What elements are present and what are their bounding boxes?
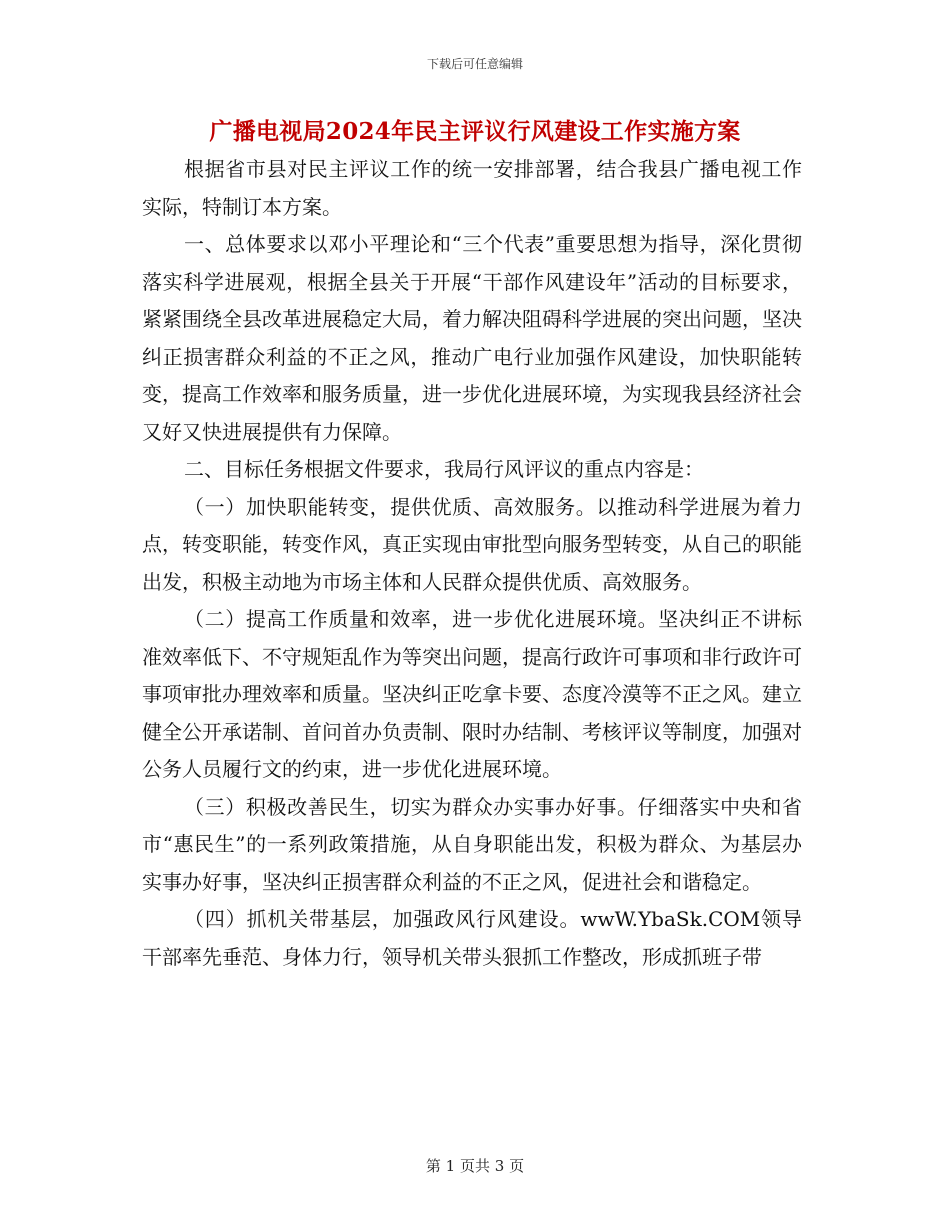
page-footer-indicator: 第 1 页共 3 页 (425, 1157, 525, 1175)
paragraph-targets: 二、目标任务根据文件要求，我局行风评议的重点内容是： (184, 457, 704, 481)
paragraph-general-requirements: 一、总体要求以邓小平理论和“三个代表”重要思想为指导，深化贯彻落实科学进展观，根据全县关于开展“干部作风建设年”活动的目标要求，紧紧围绕全县改革进展稳定大局，着力解决阻碍科学进展的突出问题，坚决纠正损害群众利益的不正之风，推动广电行业加强作风建设，加快职能转变，提高工作效率和服务质量，进一步优化进展环境，为实现我县经济社会又好又快进展提供有力保障。 (142, 232, 802, 444)
paragraph-item-3: （三）积极改善民生，切实为群众办实事办好事。仔细落实中央和省市“惠民生”的一系列政策措施，从自身职能出发，积极为群众、为基层办实事办好事，坚决纠正损害群众利益的不正之风，促进社会和谐稳定。 (142, 794, 802, 894)
page-header-note: 下载后可任意编辑 (426, 57, 523, 71)
paragraph-item-2: （二）提高工作质量和效率，进一步优化进展环境。坚决纠正不讲标准效率低下、不守规矩乱作为等突出问题，提高行政许可事项和非行政许可事项审批办理效率和质量。坚决纠正吃拿卡要、态度冷漠等不正之风。建立健全公开承诺制、首问首办负责制、限时办结制、考核评议等制度，加强对公务人员履行文的约束，进一步优化进展环境。 (142, 607, 802, 781)
paragraph-intro: 根据省市县对民主评议工作的统一安排部署，结合我县广播电视工作实际，特制订本方案。 (142, 157, 802, 219)
paragraph-item-1: （一）加快职能转变，提供优质、高效服务。以推动科学进展为着力点，转变职能，转变作风，真正实现由审批型向服务型转变，从自己的职能出发，积极主动地为市场主体和人民群众提供优质、高效服务。 (142, 494, 802, 594)
document-title: 广播电视局2024年民主评议行风建设工作实施方案 (209, 118, 741, 145)
paragraph-item-4: （四）抓机关带基层，加强政风行风建设。wwW.YbaSk.COM领导干部率先垂范、身体力行，领导机关带头狠抓工作整改，形成抓班子带 (142, 907, 802, 969)
document-body (142, 151, 802, 976)
